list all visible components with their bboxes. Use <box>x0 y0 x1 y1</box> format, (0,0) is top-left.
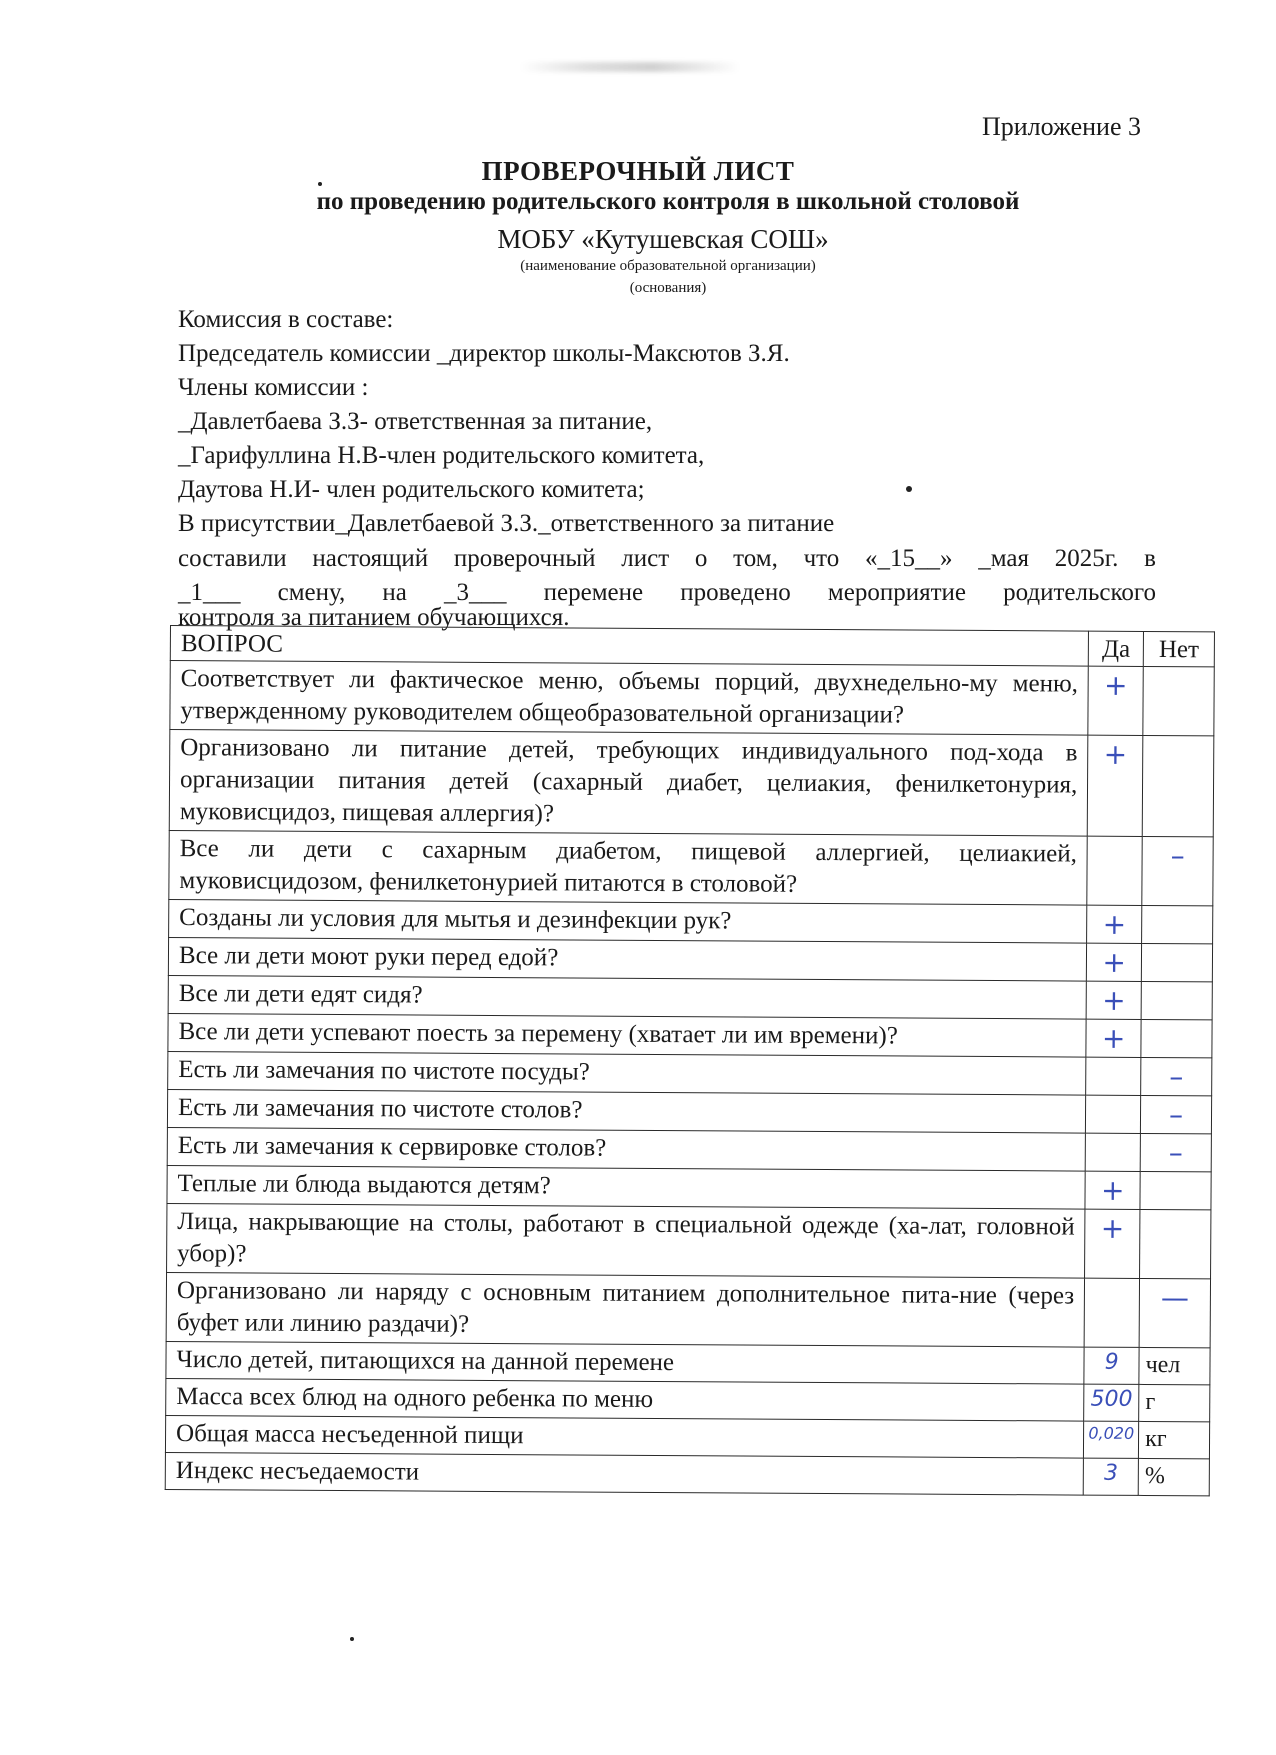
answer-no <box>1140 1209 1211 1278</box>
measure-label: Индекс несъедаемости <box>165 1452 1084 1495</box>
table-row <box>167 1203 1211 1278</box>
table-row <box>168 1013 1212 1057</box>
answer-yes: + <box>1088 666 1143 735</box>
table-row <box>167 1127 1211 1171</box>
commission-intro: Комиссия в составе: <box>178 306 394 333</box>
answer-yes <box>1086 1095 1141 1133</box>
answer-yes: + <box>1088 735 1143 836</box>
header-no: Нет <box>1143 631 1214 666</box>
measure-unit: % <box>1138 1458 1209 1495</box>
answer-no <box>1141 943 1212 981</box>
table-row <box>166 1272 1210 1347</box>
presence-line: В присутствии_Давлетбаевой З.З._ответственного за питание <box>178 510 835 537</box>
measure-value: 0,020 <box>1084 1421 1139 1458</box>
scan-artifact <box>520 62 740 72</box>
answer-no <box>1141 981 1212 1019</box>
header-yes: Да <box>1089 631 1144 666</box>
table-row <box>168 937 1212 981</box>
appendix-label: Приложение 3 <box>981 112 1141 141</box>
answer-no: — <box>1139 1278 1210 1347</box>
commission-member: Даутова Н.И- член родительского комитета; <box>178 476 645 503</box>
document-title: ПРОВЕРОЧНЫЙ ЛИСТ <box>481 156 795 186</box>
commission-chairman: Председатель комиссии _директор школы-Максютов З.Я. <box>178 340 790 367</box>
question-text: Все ли дети моют руки перед едой? <box>168 937 1087 981</box>
question-text: Организовано ли наряду с основным питанием дополнительное пита-ние (через буфет или линию раздачи)? <box>166 1272 1085 1347</box>
measure-row <box>166 1378 1210 1421</box>
scan-speck <box>350 1637 354 1641</box>
scan-speck <box>318 182 322 186</box>
question-text: Есть ли замечания по чистоте посуды? <box>168 1051 1087 1095</box>
statement-line: _1___ смену, на _3___ перемене проведено мероприятие родительского <box>178 579 1156 606</box>
measure-unit: чел <box>1139 1347 1210 1384</box>
measure-value: 3 <box>1083 1458 1138 1495</box>
table-row <box>169 899 1213 943</box>
table-row <box>167 1165 1211 1209</box>
question-text: Организовано ли питание детей, требующих индивидуального под-хода в организации питания детей (сахарный диабет, целиакия, фенилкетонурия, муковисцидоз, пищевая аллергия)? <box>169 730 1088 837</box>
answer-no: – <box>1142 836 1213 905</box>
answer-yes <box>1086 1057 1141 1095</box>
table-row <box>167 1089 1211 1133</box>
table-row <box>170 661 1214 736</box>
answer-no: – <box>1141 1095 1212 1133</box>
document-subtitle: по проведению родительского контроля в школьной столовой <box>316 188 1020 215</box>
measure-label: Масса всех блюд на одного ребенка по меню <box>166 1378 1085 1421</box>
question-text: Есть ли замечания по чистоте столов? <box>167 1089 1086 1133</box>
answer-yes: + <box>1085 1209 1140 1278</box>
measure-row <box>165 1452 1209 1495</box>
question-text: Соответствует ли фактическое меню, объемы порций, двухнедельно-му меню, утвержденному руководителем общеобразовательной организации? <box>170 661 1089 736</box>
commission-member: _Гарифуллина Н.В-член родительского комитета, <box>178 442 705 469</box>
commission-member: _Давлетбаева З.З- ответственная за питание, <box>178 408 653 435</box>
answer-no <box>1142 905 1213 943</box>
question-text: Теплые ли блюда выдаются детям? <box>167 1165 1086 1209</box>
answer-yes <box>1087 836 1142 905</box>
basis-caption: (основания) <box>629 280 707 296</box>
answer-yes <box>1084 1278 1139 1347</box>
measure-row <box>165 1415 1209 1458</box>
question-text: Есть ли замечания к сервировке столов? <box>167 1127 1086 1171</box>
answer-no: – <box>1140 1133 1211 1171</box>
measure-unit: кг <box>1139 1421 1210 1458</box>
answer-yes: + <box>1086 981 1141 1019</box>
measure-unit: г <box>1139 1384 1210 1421</box>
answer-no <box>1142 735 1214 836</box>
question-text: Все ли дети едят сидя? <box>168 975 1087 1019</box>
table-row <box>169 830 1213 905</box>
header-question: ВОПРОС <box>170 626 1088 667</box>
question-text: Лица, накрывающие на столы, работают в специальной одежде (ха-лат, головной убор)? <box>167 1203 1086 1278</box>
answer-no: – <box>1141 1057 1212 1095</box>
commission-members-label: Члены комиссии : <box>178 374 369 401</box>
checklist-table <box>165 625 1215 1496</box>
question-text: Созданы ли условия для мытья и дезинфекции рук? <box>169 899 1088 943</box>
statement-line: составили настоящий проверочный лист о том, что «_15__» _мая 2025г. в <box>178 545 1156 572</box>
measure-label: Число детей, питающихся на данной перемене <box>166 1341 1085 1384</box>
answer-yes: + <box>1085 1171 1140 1209</box>
answer-no <box>1140 1171 1211 1209</box>
measure-row <box>166 1341 1210 1384</box>
question-text: Все ли дети с сахарным диабетом, пищевой аллергией, целиакией, муковисцидозом, фенилкетонурией питаются в столовой? <box>169 830 1088 905</box>
organization-caption: (наименование образовательной организации) <box>520 258 816 274</box>
answer-yes: + <box>1087 943 1142 981</box>
table-row <box>168 975 1212 1019</box>
table-row <box>169 730 1214 837</box>
scan-speck <box>906 486 912 492</box>
measure-label: Общая масса несъеденной пищи <box>165 1415 1084 1458</box>
answer-no <box>1143 666 1214 735</box>
organization-name: МОБУ «Кутушевская СОШ» <box>497 224 829 254</box>
answer-no <box>1141 1019 1212 1057</box>
answer-yes: + <box>1087 905 1142 943</box>
answer-yes <box>1085 1133 1140 1171</box>
measure-value: 9 <box>1084 1347 1139 1384</box>
question-text: Все ли дети успевают поесть за перемену (хватает ли им времени)? <box>168 1013 1087 1057</box>
statement-line: контроля за питанием обучающихся. <box>178 604 570 631</box>
table-row <box>168 1051 1212 1095</box>
measure-value: 500 <box>1084 1384 1139 1421</box>
answer-yes: + <box>1086 1019 1141 1057</box>
